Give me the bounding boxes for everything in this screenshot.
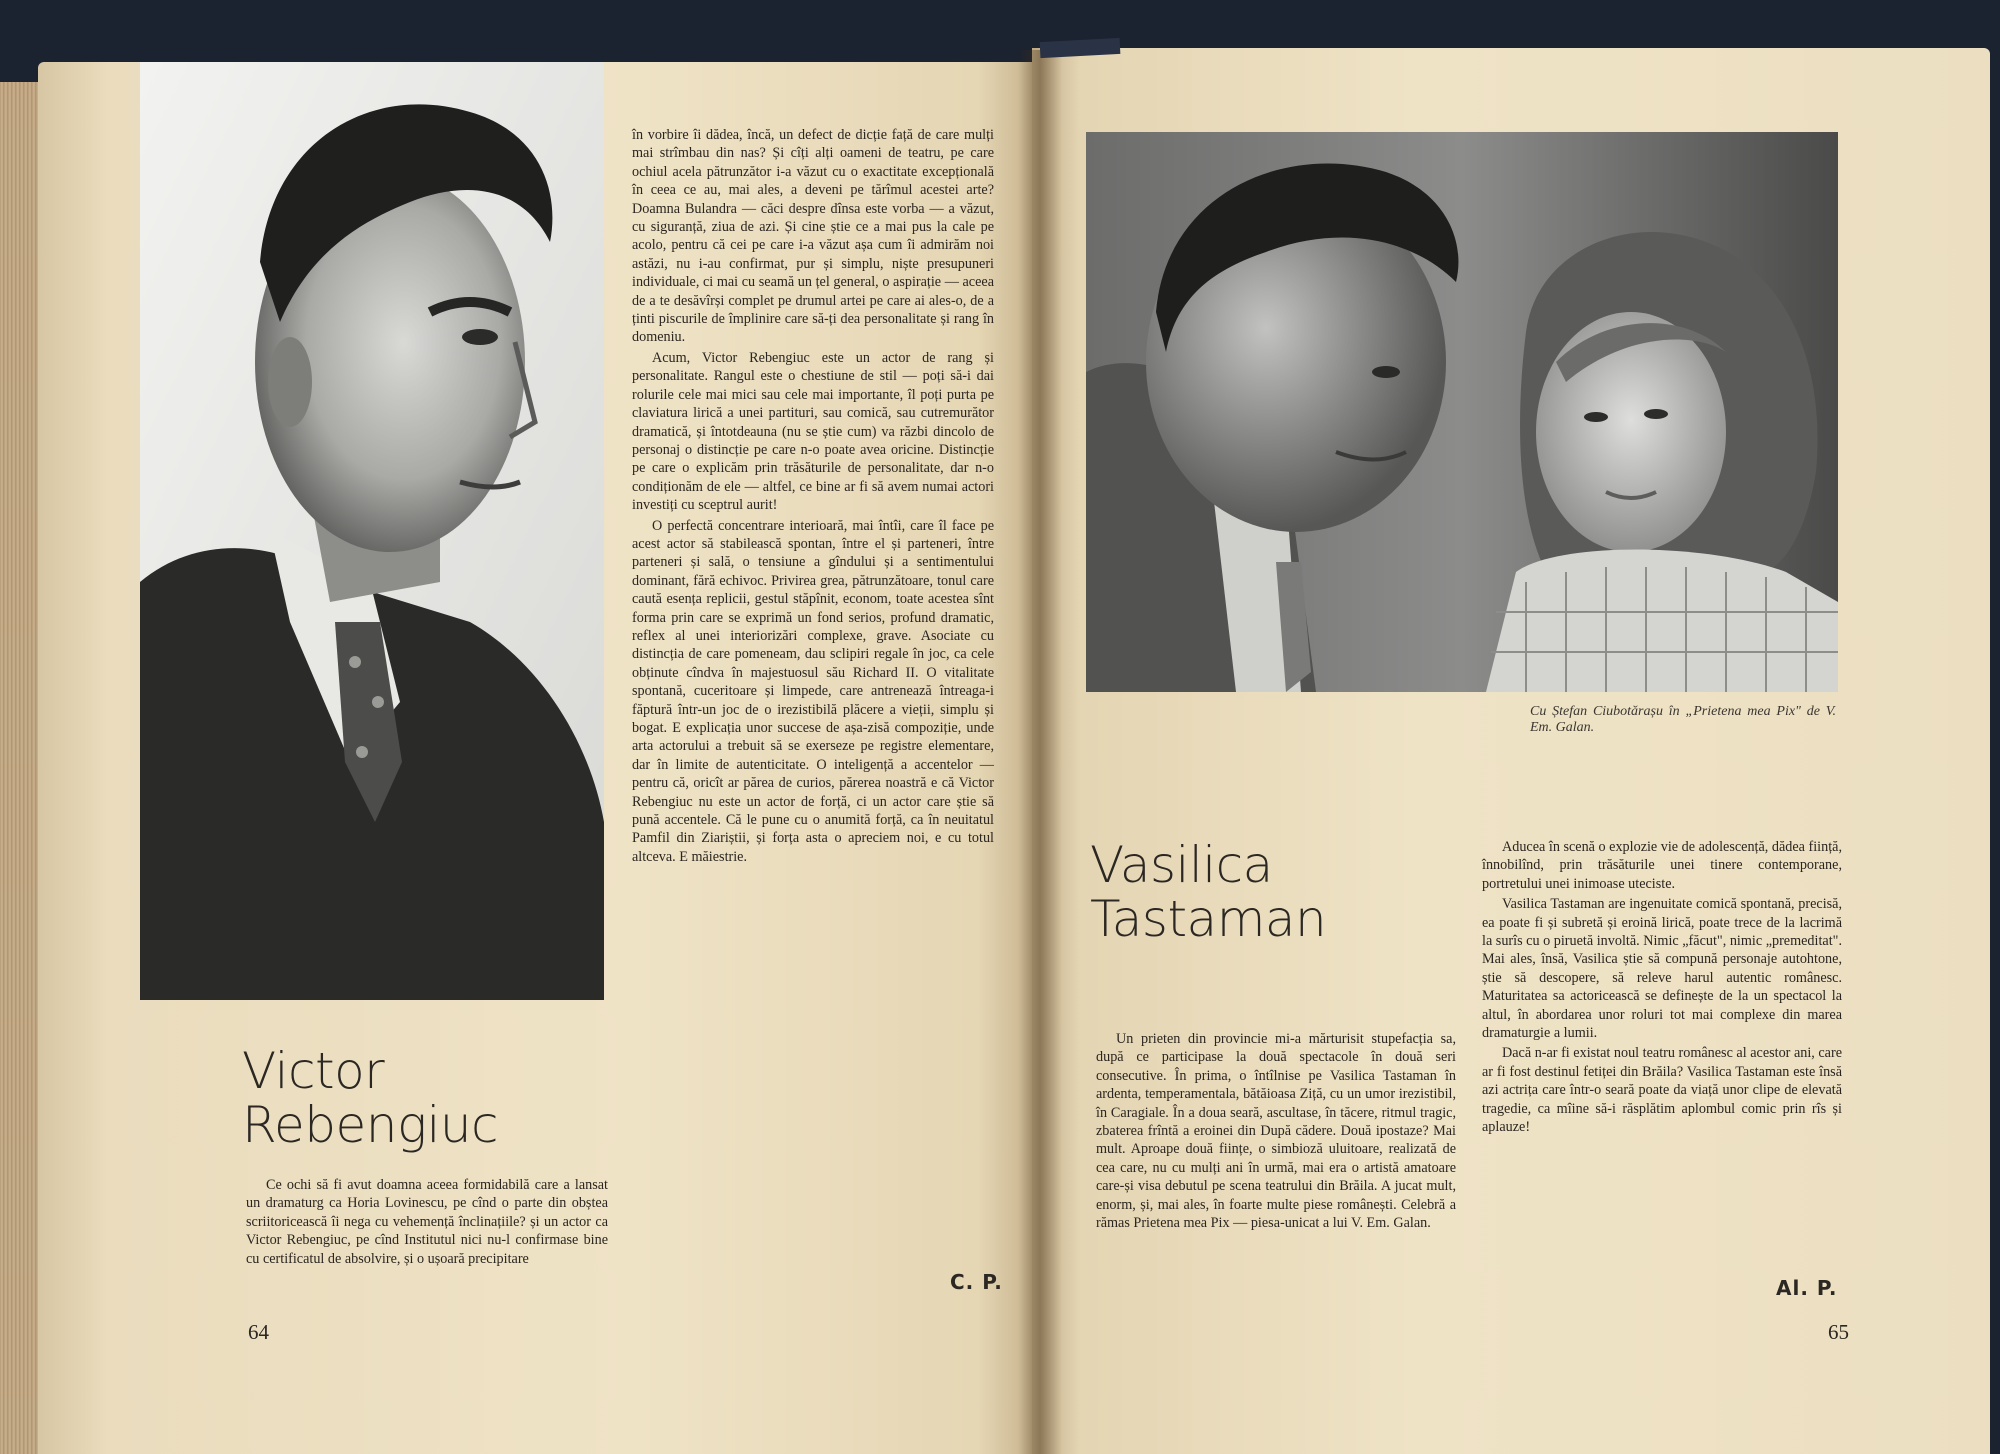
left-page-number: 64 [248, 1320, 269, 1344]
right-col2-paragraph-1: Aducea în scenă o explozie vie de adolescență, dădea ființă, înnobilînd, prin trăsăturile unei tinere contemporane, portretului unei inimoase uteciste. [1482, 839, 1842, 892]
right-column-2 [1482, 838, 1842, 1137]
right-col1-paragraph: Un prieten din provincie mi-a mărturisit stupefacția sa, după ce participase la două spectacole în două seri consecutive. În prima, o întîlnise pe Vasilica Tastaman în ardenta, temperamentala, bătăioasa Ziță, cu un umor irezistibil, în Caragiale. În a doua seară, ascultase, în tăcere, ritmul tragic, zbaterea frîntă a eroinei din După cădere. Două ipostaze? Mai mult. Aproape două ființe, o simbioză uluitoare, realizată de cea care, nu cu mulți ani în urmă, mai era o artistă amatoare care-și visa debutul pe scena teatrului din Brăila. A jucat mult, enorm, și, mai ales, în foarte multe piese românești. Celebră a rămas Prietena mea Pix — piesa-unicat a lui V. Em. Galan. [1096, 1031, 1456, 1232]
victor-rebengiuc-photo [140, 62, 604, 1000]
left-paragraph-3: O perfectă concentrare interioară, mai întîi, care îl face pe acest actor să stabilească spontan, între el și parteneri, între parteneri și sală, o tensiune a gîndului și a sentimentului dominant, fără echivoc. Privirea grea, pătrunzătoare, tonul care caută esența replicii, gestul stăpînit, econom, toate acestea sînt forma prin care se exprimă un fond serios, profund dramatic, reflex al unei interiorizări complexe, grave. Asociate cu distincția de care pomeneam, dau sclipiri regale în joc, ca cele obținute cîndva în majestuosul său Richard II. O vitalitate spontană, cuceritoare și limpede, care antrenează întreaga-i făptură într-un joc de o irezistibilă plăcere a vieții, simplu și bogat. E explicația unor succese de așa-zisă compoziție, unde arta actorului a trebuit să se exerseze pe registre elementare, dar în limite de autenticitate. O inteligență a accentelor — pentru că, oricît ar părea de curios, părerea noastră e că Victor Rebengiuc nu este un actor de forță, ci un actor care știe să pună accentele. Că le pune cu o anumită forță, ca în neuitatul Pamfil din Ziariștii, și forța asta o apreciem noi, e cu totul altceva. E măiestrie. [632, 517, 994, 865]
vasilica-tastaman-photo [1086, 132, 1838, 692]
right-signature: Al. P. [1776, 1276, 1838, 1300]
title-line-vasilica: Vasilica [1090, 836, 1273, 894]
title-line-victor: Victor [242, 1042, 385, 1100]
left-main-column [632, 126, 994, 866]
left-intro-paragraph: Ce ochi să fi avut doamna aceea formidabilă care a lansat un dramaturg ca Horia Lovinescu, pe cînd o parte din obștea scriitoricească îi nega cu vehemență înclinațiile? și un actor ca Victor Rebengiuc, pe cînd Institutul nici nu-l confirmase bine cu certificatul de absolvire, și o ușoară precipitare [246, 1177, 608, 1267]
title-line-rebengiuc: Rebengiuc [242, 1096, 499, 1154]
left-signature: C. P. [950, 1270, 1003, 1294]
article-title-right [1090, 838, 1326, 946]
left-paragraph-2: Acum, Victor Rebengiuc este un actor de rang și personalitate. Rangul este o chestiune de stil — poți să-i dai rolurile cele mai mici sau cele mai importante, îl poți purta pe claviatura lirică a unei partituri, sau comică, sau cutremurător dramatică, și întotdeauna (nu se știe cum) va răzbi dincolo de personaj o distincție pe care n-o poate avea oricine. Distincție pe care o explicăm prin trăsăturile de personalitate, dar n-o condiționăm de ele — altfel, ce bine ar fi să avem numai actori investiți cu sceptrul aurit! [632, 349, 994, 514]
photo-caption: Cu Ștefan Ciubotărașu în „Prietena mea Pix" de V. Em. Galan. [1530, 704, 1836, 735]
left-paragraph-1: în vorbire îi dădea, încă, un defect de dicție față de care mulți mai strîmbau din nas? Și cîți alți oameni de teatru, pe care ochiul acela pătrunzător i-a văzut cu o exactitate excepțională în ceea ce au, mai ales, a deveni pe tărîmul acestei arte? Doamna Bulandra — căci despre dînsa este vorba — a văzut, cu siguranță, ziua de azi. Și cine știe ce a mai pus la cale pe acolo, pentru că cei pe care i-a văzut așa cum îi admirăm noi astăzi, nu i-au confirmat, pur și simplu, niște presupuneri individuale, ci mai cu seamă un țel general, o aspirație — aceea de a te desăvîrși complet pe drumul artei pe care ai ales-o, de a ținti piscurile de împlinire care să-ți dea personalitate și rang în domeniu. [632, 127, 994, 346]
right-page-number: 65 [1828, 1320, 1849, 1344]
article-title-left [242, 1044, 498, 1152]
book-gutter [1018, 50, 1062, 1454]
right-col2-paragraph-2: Vasilica Tastaman are ingenuitate comică spontană, precisă, ea poate fi și subretă și eroină lirică, poate trece de la lacrimă la surîs cu o piruetă involtă. Nimic „făcut", nimic „premeditat". Mai ales, însă, Vasilica știe să compună personaje autohtone, știe să descopere, să releve harul autentic românesc. Maturitatea sa actoricească se definește de la un spectacol la altul, în abordarea unor roluri tot mai complexe din marea dramaturgie a lumii. [1482, 896, 1842, 1042]
right-column-1 [1096, 1030, 1456, 1232]
left-intro-column [246, 1176, 608, 1268]
right-col2-paragraph-3: Dacă n-ar fi existat noul teatru românesc al acestor ani, care ar fi fost destinul fetiței din Brăila? Vasilica Tastaman este însă azi actrița care într-o seară poate da viață unor clipe de elevată tragedie, ca mîine să-i răsplătim aplombul comic prin rîs și aplauze! [1482, 1045, 1842, 1136]
title-line-tastaman: Tastaman [1090, 890, 1327, 948]
